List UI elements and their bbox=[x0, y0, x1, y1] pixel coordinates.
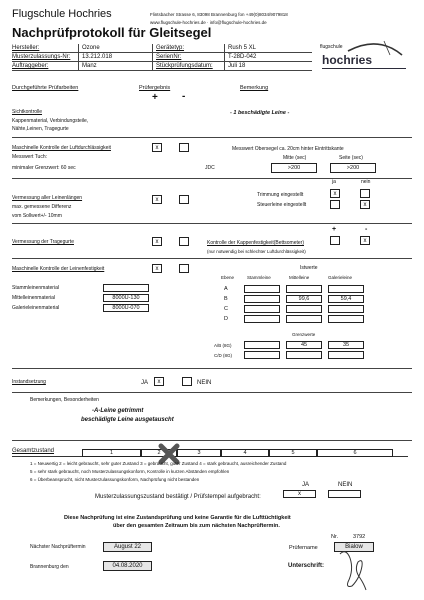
ab-mittel-field[interactable]: 45 bbox=[286, 341, 322, 349]
galerie-header: Galerieleine bbox=[328, 275, 353, 280]
sicht-title: Sichtkontrolle bbox=[12, 109, 43, 115]
sicht-line2: Nähte,Leinen, Tragegurte bbox=[12, 126, 69, 132]
b-stamm-field[interactable] bbox=[244, 295, 280, 303]
d-galerie-field[interactable] bbox=[328, 315, 364, 323]
kappe-plus-sign: + bbox=[332, 226, 337, 233]
legend-line2: 5 = sehr stark gebraucht, noch Musterzulassungskonform, Kontrolle in kurzen Abständen empfohlen bbox=[30, 469, 230, 474]
stamm-material-field[interactable] bbox=[103, 284, 149, 292]
page-title: Nachprüfprotokoll für Gleitsegel bbox=[12, 25, 212, 40]
cd-galerie-field[interactable] bbox=[328, 351, 364, 359]
row-b-label: B bbox=[224, 296, 228, 302]
c-stamm-field[interactable] bbox=[244, 305, 280, 313]
grenzwerte-label: Grenzwerte bbox=[292, 332, 316, 337]
bestaetigt-ja-field[interactable]: x bbox=[283, 490, 316, 498]
instand-ja-label: JA bbox=[141, 380, 149, 386]
luft-desc: Messwert Obersegel ca. 20cm hinter Eintrittskante bbox=[232, 146, 344, 152]
geraetetyp-value: Rush 5 XL bbox=[228, 45, 257, 51]
d-mittel-field[interactable] bbox=[286, 315, 322, 323]
geraetetyp-label: Gerätetyp: bbox=[156, 45, 185, 51]
luft-jdc: JDC bbox=[205, 165, 215, 171]
stueck-label: Stückprüfungsdatum: bbox=[156, 63, 213, 69]
mittelleinenmaterial-label: Mittelleinenmaterial bbox=[12, 295, 56, 301]
sicht-minus-checkbox[interactable] bbox=[179, 143, 189, 152]
ebene-header: Ebene bbox=[221, 275, 235, 280]
c-mittel-field[interactable] bbox=[286, 305, 322, 313]
zustand-cell-2[interactable]: 2 bbox=[141, 449, 177, 457]
logo-small-text: flugschule bbox=[320, 44, 343, 50]
info-grid bbox=[12, 44, 312, 71]
a-galerie-field[interactable] bbox=[328, 285, 364, 293]
kappe-plus-checkbox[interactable] bbox=[330, 236, 340, 245]
steuer-nein-checkbox[interactable]: x bbox=[360, 200, 370, 209]
muster-value: 13.212.018 bbox=[82, 54, 113, 60]
verm-minus-checkbox[interactable] bbox=[179, 195, 189, 204]
kappe-sub: (nur notwendig bei schlechter Luftdurchlässigkeit) bbox=[207, 249, 306, 254]
leinen-title: Maschinelle Kontrolle der Leinenfestigkeit bbox=[12, 266, 105, 272]
galerie-material-field[interactable]: 8000U-070 bbox=[103, 304, 149, 312]
bem-line1: -A-Leine getrimmt bbox=[92, 408, 144, 414]
leinen-minus-checkbox[interactable] bbox=[179, 264, 189, 273]
logo-big-text: hochries bbox=[322, 53, 373, 67]
seite-label: Seite (sec) bbox=[339, 155, 363, 161]
cd-mittel-field[interactable] bbox=[286, 351, 322, 359]
verm-title: Vermessung aller Leinenlängen bbox=[12, 195, 83, 201]
statement-line1: Diese Nachprüfung ist eine Zustandsprüfung und keine Garantie für die Lufttüchtigkeit bbox=[64, 515, 291, 521]
row-a-label: A bbox=[224, 286, 228, 292]
plus-sign: + bbox=[152, 92, 158, 103]
muster-label: Musterzulassungs-Nr: bbox=[12, 54, 71, 60]
datum-field[interactable]: 04.08.2020 bbox=[103, 561, 152, 571]
school-name: Flugschule Hochries bbox=[12, 8, 112, 20]
nein-label: nein bbox=[361, 179, 371, 185]
unterschrift-label: Unterschrift: bbox=[288, 563, 325, 569]
mittel-header: Mittelleine bbox=[289, 275, 310, 280]
bestaetigt-nein-field[interactable] bbox=[328, 490, 361, 498]
ort-label: Brannenburg den bbox=[30, 564, 69, 570]
stammleinenmaterial-label: Stammleinenmaterial bbox=[12, 285, 59, 291]
sicht-line1: Kappenmaterial, Verbindungsteile, bbox=[12, 118, 89, 124]
serien-value: T-28D-042 bbox=[228, 54, 257, 60]
row-d-label: D bbox=[224, 316, 228, 322]
sicht-plus-checkbox[interactable]: x bbox=[152, 143, 162, 152]
zustand-label: Gesamtzustand bbox=[12, 448, 55, 454]
trage-minus-checkbox[interactable] bbox=[179, 237, 189, 246]
zustand-cell-5[interactable]: 5 bbox=[269, 449, 317, 457]
trimmung-nein-checkbox[interactable] bbox=[360, 189, 370, 198]
signature-icon bbox=[336, 548, 370, 592]
auftrag-value: Manz bbox=[82, 63, 97, 69]
istwerte-label: Istwerte bbox=[300, 265, 318, 271]
zustand-cell-3[interactable]: 3 bbox=[177, 449, 221, 457]
kappe-minus-checkbox[interactable]: x bbox=[360, 236, 370, 245]
ab-label: A/B (8G) bbox=[214, 343, 232, 348]
col-bemerkung: Bemerkung bbox=[240, 85, 269, 91]
hersteller-value: Ozone bbox=[82, 45, 100, 51]
stueck-value: Juli 18 bbox=[228, 63, 246, 69]
ab-stamm-field[interactable] bbox=[244, 341, 280, 349]
b-mittel-field[interactable]: 99,6 bbox=[286, 295, 322, 303]
legend-line3: 6 = Überbeansprucht, nicht Musterzulassungskonform, Nachprüfung nicht bestanden bbox=[30, 477, 200, 482]
auftrag-label: Auftraggeber: bbox=[12, 63, 49, 69]
galerieleinenmaterial-label: Galerieleinenmaterial bbox=[12, 305, 60, 311]
stamm-header: Stammleine bbox=[247, 275, 271, 280]
pruefer-label: Prüfername bbox=[289, 545, 318, 551]
address-line: Flintsbacher Strasse 6, 83098 Brannenburg fon +49(0)8034/9079818 bbox=[150, 12, 288, 17]
statement-line2: über den gesamten Zeitraum bis zum nächsten Nachprüftermin. bbox=[113, 523, 280, 529]
d-stamm-field[interactable] bbox=[244, 315, 280, 323]
naechster-field[interactable]: August 22 bbox=[103, 542, 152, 552]
row-c-label: C bbox=[224, 306, 228, 312]
hersteller-label: Hersteller: bbox=[12, 45, 40, 51]
verm-line2: vom Sollwert+/- 10mm bbox=[12, 213, 62, 219]
ja-label: ja bbox=[332, 179, 336, 185]
kappe-title: Kontrolle der Kappenfestigkeit(Bettsometer) bbox=[207, 240, 304, 246]
bem-line2: beschädigte Leine ausgetauscht bbox=[81, 417, 174, 423]
verm-line1: max. gemessene Differenz bbox=[12, 204, 72, 210]
nr-label: Nr. bbox=[331, 534, 339, 540]
col-ergebnis: Prüfergebnis bbox=[139, 85, 171, 91]
web-line: www.flugschule-hochries.de · info@flugschule-hochries.de bbox=[150, 20, 267, 25]
cd-stamm-field[interactable] bbox=[244, 351, 280, 359]
bestaetigt-label: Musterzulassungszustand bestätigt / Prüfstempel aufgebracht: bbox=[95, 494, 261, 500]
zustand-cell-1[interactable]: 1 bbox=[82, 449, 141, 457]
nr-value: 3792 bbox=[353, 534, 366, 540]
b-galerie-field[interactable]: 59,4 bbox=[328, 295, 364, 303]
minus-sign: - bbox=[182, 91, 186, 102]
serien-label: SerienNr: bbox=[156, 54, 182, 60]
footer-nein-label: NEIN bbox=[338, 482, 353, 488]
a-mittel-field[interactable] bbox=[286, 285, 322, 293]
seite-value-field[interactable]: >200 bbox=[330, 163, 376, 173]
steuer-label: Steuerleine eingestellt bbox=[257, 202, 307, 208]
trage-title: Vermessung der Tragegurte bbox=[12, 239, 74, 245]
instand-ja-checkbox[interactable]: x bbox=[154, 377, 164, 386]
luft-line1: Messwert Tuch: bbox=[12, 154, 48, 160]
instand-nein-checkbox[interactable] bbox=[182, 377, 192, 386]
steuer-ja-checkbox[interactable] bbox=[330, 200, 340, 209]
kappe-minus-sign: - bbox=[365, 226, 368, 233]
logo-underline bbox=[322, 68, 406, 69]
luft-line2: minimaler Grenzwert: 60 sec bbox=[12, 165, 76, 171]
trage-plus-checkbox[interactable]: x bbox=[152, 237, 162, 246]
trimmung-label: Trimmung eingestellt bbox=[257, 192, 304, 198]
cd-label: C/D (8G) bbox=[214, 353, 232, 358]
leinen-plus-checkbox[interactable]: x bbox=[152, 264, 162, 273]
zustand-cell-4[interactable]: 4 bbox=[221, 449, 269, 457]
c-galerie-field[interactable] bbox=[328, 305, 364, 313]
instand-nein-label: NEIN bbox=[197, 380, 212, 386]
pruefer-field[interactable]: Bialow bbox=[334, 542, 374, 552]
school-logo bbox=[318, 37, 408, 73]
sicht-note: - 1 beschädigte Leine - bbox=[230, 110, 290, 116]
footer-ja-label: JA bbox=[302, 482, 310, 488]
mittel-material-field[interactable]: 8000U-130 bbox=[103, 294, 149, 302]
trimmung-ja-checkbox[interactable]: x bbox=[330, 189, 340, 198]
zustand-cell-6[interactable]: 6 bbox=[317, 449, 393, 457]
mitte-label: Mitte (sec) bbox=[283, 155, 307, 161]
bem-title: Bemerkungen, Besonderheiten bbox=[30, 397, 99, 403]
col-arbeiten: Durchgeführte Prüfarbeiten bbox=[12, 85, 79, 91]
naechster-label: Nächster Nachprüftermin bbox=[30, 544, 86, 550]
mitte-value-field[interactable]: >200 bbox=[271, 163, 317, 173]
verm-plus-checkbox[interactable]: x bbox=[152, 195, 162, 204]
a-stamm-field[interactable] bbox=[244, 285, 280, 293]
legend-line1: 1 = Neuwertig 2 = leicht gebraucht, sehr guter Zustand 3 = gebraucht, guter Zustand 4 = stark gebraucht, ausreichender Zustand bbox=[30, 461, 287, 466]
instand-title: Instandsetzung bbox=[12, 379, 46, 385]
luft-title: Maschinelle Kontrolle der Luftdurchlässigkeit bbox=[12, 145, 111, 151]
ab-galerie-field[interactable]: 35 bbox=[328, 341, 364, 349]
